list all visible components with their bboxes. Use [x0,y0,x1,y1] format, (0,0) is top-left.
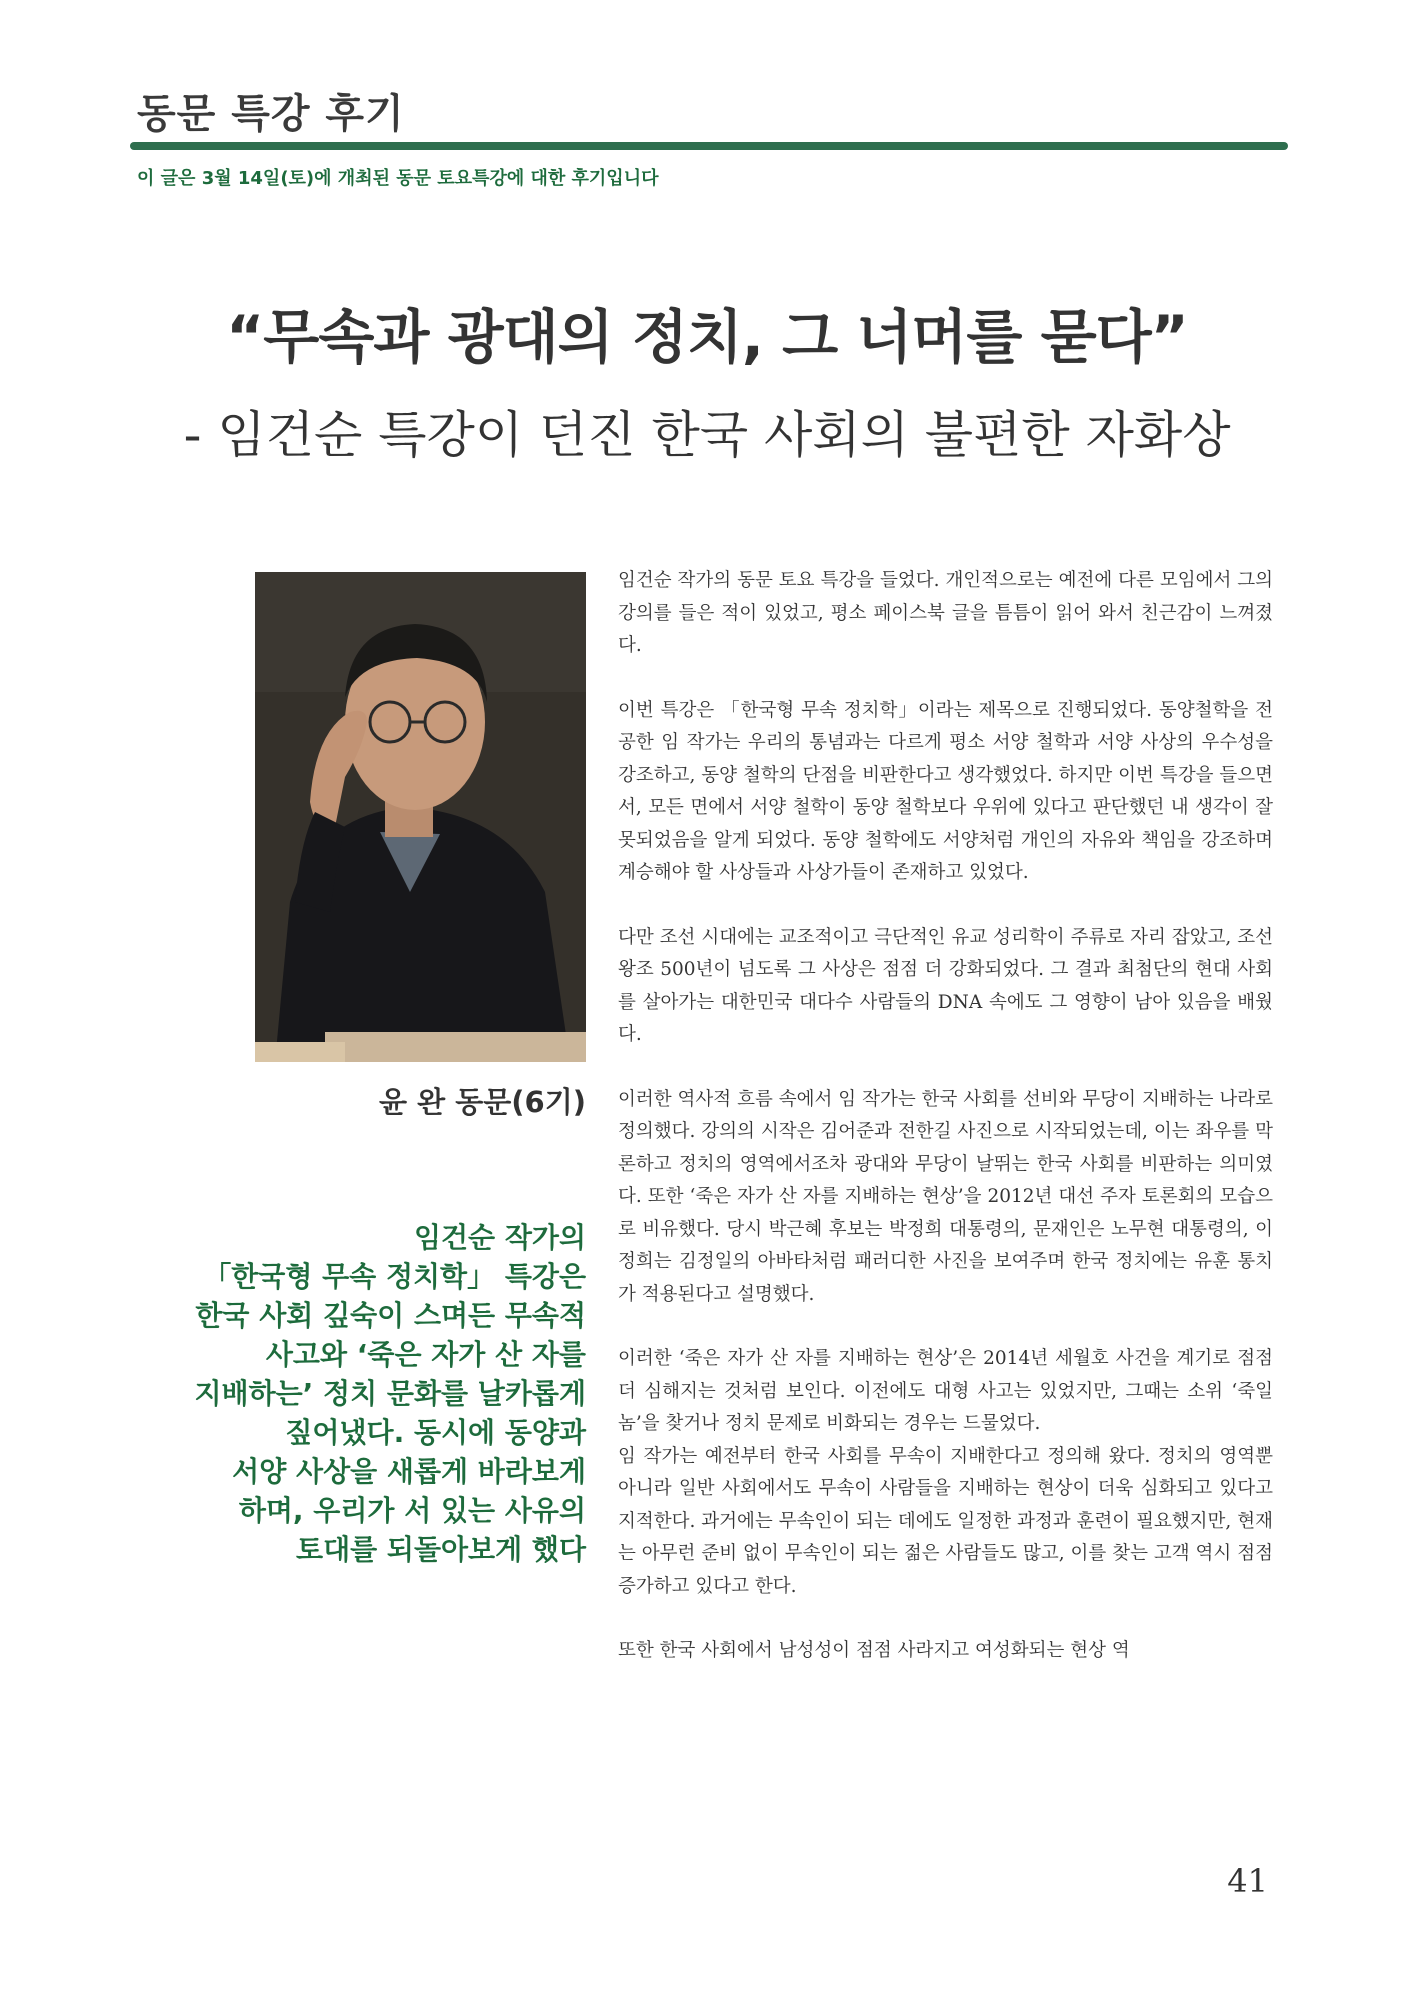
pull-quote-line: 「한국형 무속 정치학」 특강은 [203,1260,586,1293]
speaker-photo [255,572,586,1062]
pull-quote-line: 서양 사상을 새롭게 바라보게 [232,1455,586,1488]
body-paragraph: 이번 특강은 「한국형 무속 정치학」이라는 제목으로 진행되었다. 동양철학을 전공한 임 작가는 우리의 통념과는 다르게 평소 서양 철학과 서양 사상의 우수성을 강조하고, 동양 철학의 단점을 비판한다고 생각했었다. 하지만 이번 특강을 들으면서, 모든 면에서 서양 철학이 동양 철학보다 우위에 있다고 판단했던 내 생각이 잘못되었음을 알게 되었다. 동양 철학에도 서양처럼 개인의 자유와 책임을 강조하며 계승해야 할 사상들과 사상가들이 존재하고 있었다. [618,699,1273,883]
section-title: 동문 특강 후기 [137,91,405,137]
author-byline: 윤 완 동문(6기) [379,1085,586,1119]
body-paragraph: 임건순 작가의 동문 토요 특강을 들었다. 개인적으로는 예전에 다른 모임에서 그의 강의를 들은 적이 있었고, 평소 페이스북 글을 틈틈이 읽어 와서 친근감이 느껴졌다. [618,570,1273,656]
section-divider [130,142,1288,150]
pull-quote-line: 사고와 ‘죽은 자가 산 자를 [265,1338,586,1371]
pull-quote-line: 하며, 우리가 서 있는 사유의 [238,1494,586,1527]
article-subheadline: - 임건순 특강이 던진 한국 사회의 불편한 자화상 [183,406,1231,464]
article-body [618,565,1273,1668]
body-paragraph: 이러한 역사적 흐름 속에서 임 작가는 한국 사회를 선비와 무당이 지배하는 나라로 정의했다. 강의의 시작은 김어준과 전한길 사진으로 시작되었는데, 이는 좌우를 막론하고 정치의 영역에서조차 광대와 무당이 날뛰는 한국 사회를 비판하는 의미였다. 또한 ‘죽은 자가 산 자를 지배하는 현상’을 2012년 대선 주자 토론회의 모습으로 비유했다. 당시 박근혜 후보는 박정희 대통령의, 문재인은 노무현 대통령의, 이정희는 김정일의 아바타처럼 패러디한 사진을 보여주며 한국 정치에는 유훈 통치가 적용된다고 설명했다. [618,1088,1273,1305]
pull-quote-line: 토대를 되돌아보게 했다 [296,1533,586,1566]
page-number: 41 [1227,1862,1268,1900]
body-paragraph: 다만 조선 시대에는 교조적이고 극단적인 유교 성리학이 주류로 자리 잡았고, 조선왕조 500년이 넘도록 그 사상은 점점 더 강화되었다. 그 결과 최첨단의 현대 사회를 살아가는 대한민국 대다수 사람들의 DNA 속에도 그 영향이 남아 있음을 배웠다. [618,926,1273,1045]
pull-quote-line: 짚어냈다. 동시에 동양과 [285,1416,586,1449]
pull-quote [190,1218,586,1569]
body-paragraph: 이러한 ‘죽은 자가 산 자를 지배하는 현상’은 2014년 세월호 사건을 계기로 점점 더 심해지는 것처럼 보인다. 이전에도 대형 사고는 있었지만, 그때는 소위 ‘죽일 놈’을 찾거나 정치 문제로 비화되는 경우는 드물었다. [618,1348,1273,1434]
pull-quote-line: 임건순 작가의 [413,1221,586,1254]
body-paragraph: 임 작가는 예전부터 한국 사회를 무속이 지배한다고 정의해 왔다. 정치의 영역뿐 아니라 일반 사회에서도 무속이 사람들을 지배하는 현상이 더욱 심화되고 있다고 지적한다. 과거에는 무속인이 되는 데에도 일정한 과정과 훈련이 필요했지만, 현재는 아무런 준비 없이 무속인이 되는 젊은 사람들도 많고, 이를 찾는 고객 역시 점점 증가하고 있다고 한다. [618,1445,1273,1597]
pull-quote-line: 지배하는’ 정치 문화를 날카롭게 [194,1377,586,1410]
article-headline: “무속과 광대의 정치, 그 너머를 묻다” [226,303,1188,371]
pull-quote-line: 한국 사회 깊숙이 스며든 무속적 [195,1299,586,1332]
event-note: 이 글은 3월 14일(토)에 개최된 동문 토요특강에 대한 후기입니다 [137,168,659,189]
body-paragraph: 또한 한국 사회에서 남성성이 점점 사라지고 여성화되는 현상 역 [618,1640,1130,1661]
